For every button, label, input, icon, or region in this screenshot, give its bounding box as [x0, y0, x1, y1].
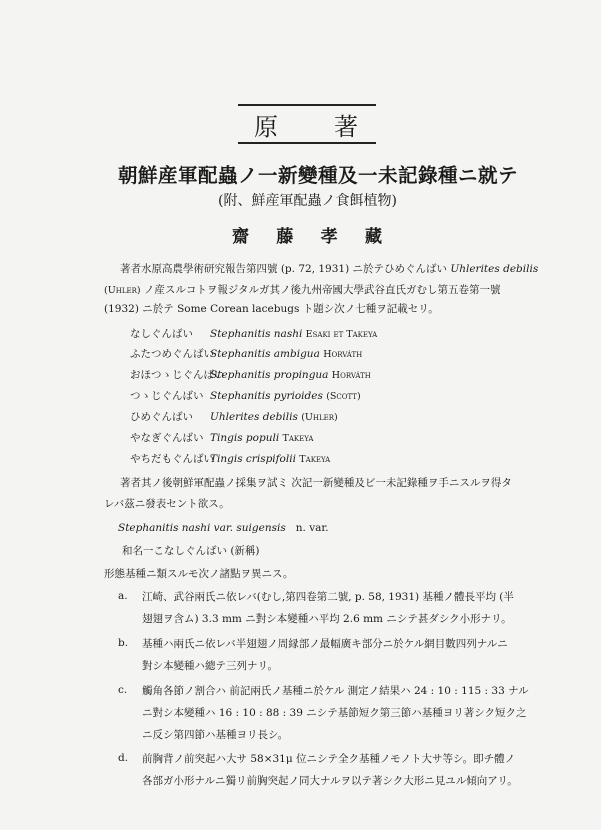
- para2-line-2: レバ茲ニ發表セント欲ス。: [104, 498, 230, 510]
- japanese-name: 和名一こなしぐんばい (新稱): [122, 545, 260, 557]
- item-line: 對シ本變種ハ總テ三列ナリ。: [142, 660, 278, 672]
- species-item: おほつゝじぐんばいStephanitis propingua Horváth: [130, 369, 371, 381]
- intro-line-3: (1932) ニ於テ Some Corean lacebugs ト題シ次ノ七種ヲ記載セリ。: [104, 303, 439, 315]
- article-subtitle: (附、鮮産軍配蟲ノ食餌植物): [218, 193, 397, 209]
- intro-line-2: (Uhler) ノ産スルコトヲ報ジタルガ其ノ後九州帝國大學武谷直氏ガむし第五卷第一號: [104, 284, 501, 296]
- item-label: a.: [118, 590, 128, 602]
- item-line: 前胸背ノ前突起ハ大サ 58×31μ 位ニシテ全ク基種ノモノト大サ等シ。即チ體ノ: [142, 753, 516, 765]
- species-item: ふたつめぐんばいStephanitis ambigua Horváth: [130, 348, 363, 360]
- item-label: b.: [118, 637, 129, 649]
- section-title: [238, 104, 376, 144]
- species-item: やちだもぐんばいTingis crispifolii Takeya: [130, 453, 331, 465]
- item-line: 江崎、武谷兩氏ニ依レバ(むし,第四卷第二號, p. 58, 1931) 基種ノ體長平均 (半: [142, 591, 514, 603]
- species-item: なしぐんばい Stephanitis nashi Esaki et Takeya: [130, 328, 378, 340]
- item-line: ニ對シ本變種ハ 16 : 10 : 88 : 39 ニシテ基節短ク第三節ハ基種ヨリ著シク短ク之: [142, 707, 527, 719]
- section-char-2: 著: [334, 112, 360, 141]
- species-item: やなぎぐんばい Tingis populi Takeya: [130, 432, 314, 444]
- author: 齋 藤 孝 藏: [232, 227, 382, 247]
- section-char-1: 原: [254, 112, 280, 141]
- differences-intro: 形態基種ニ類スルモ次ノ諸點ヲ異ニス。: [104, 568, 294, 580]
- item-line: 各部ガ小形ナルニ獨リ前胸突起ノ同大ナルヲ以テ著シク大形ニ見ユル傾向アリ。: [142, 775, 518, 787]
- new-variety: Stephanitis nashi var. suigensis n. var.: [118, 522, 329, 534]
- intro-line-1: 著者水原高農學術研究報告第四號 (p. 72, 1931) ニ於テひめぐんばい Uhlerites debilis: [120, 263, 539, 275]
- item-line: ニ反シ第四節ハ基種ヨリ長シ。: [142, 729, 289, 741]
- article-title: 朝鮮産軍配蟲ノ一新變種及一未記錄種ニ就テ: [118, 164, 519, 187]
- item-line: 翅翅ヲ含ム) 3.3 mm ニ對シ本變種ハ平均 2.6 mm ニシテ甚ダシク小形ナリ。: [142, 613, 512, 625]
- item-label: c.: [118, 684, 128, 696]
- item-line: 觸角各節ノ割合ハ 前記兩氏ノ基種ニ於ケル 測定ノ結果ハ 24 : 10 : 115 : 33 ナル: [142, 685, 529, 697]
- species-item: つゝじぐんばい Stephanitis pyrioides (Scott): [130, 390, 361, 402]
- para2-line-1: 著者其ノ後朝鮮軍配蟲ノ採集ヲ試ミ 次記一新變種及ビ一未記錄種ヲ手ニスルヲ得タ: [120, 477, 512, 489]
- item-label: d.: [118, 752, 129, 764]
- item-line: 基種ハ兩氏ニ依レバ半翅翅ノ周縁部ノ最幅廣キ部分ニ於ケル網目數四列ナルニ: [142, 638, 508, 650]
- species-item: ひめぐんばい Uhlerites debilis (Uhler): [130, 411, 338, 423]
